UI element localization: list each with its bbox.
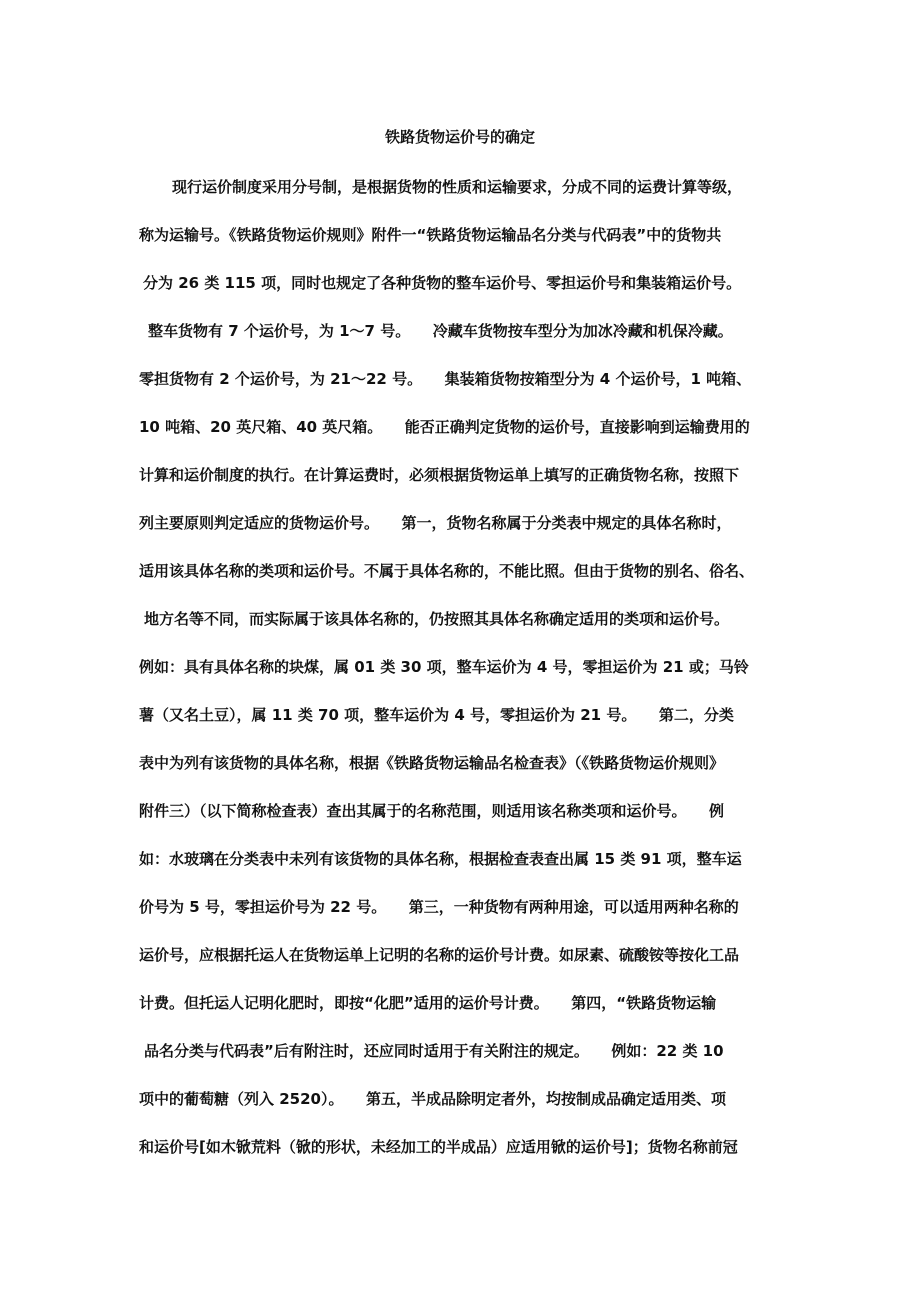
body-line: 称为运输号。《铁路货物运价规则》附件一“铁路货物运输品名分类与代码表”中的货物共 xyxy=(139,226,722,244)
body-line: 例如：具有具体名称的块煤，属 01 类 30 项，整车运价为 4 号，零担运价为 21 或；马铃 xyxy=(139,658,749,676)
body-line: 计费。但托运人记明化肥时，即按“化肥”适用的运价号计费。 第四，“铁路货物运输 xyxy=(139,994,717,1012)
body-line: 附件三）（以下简称检查表）查出其属于的名称范围，则适用该名称类项和运价号。 例 xyxy=(139,802,725,820)
body-line: 表中为列有该货物的具体名称，根据《铁路货物运输品名检查表》（《铁路货物运价规则》 xyxy=(139,754,725,772)
body-line: 和运价号[如木锨荒料（锨的形状，未经加工的半成品）应适用锨的运价号]；货物名称前冠 xyxy=(139,1138,738,1156)
body-line: 地方名等不同，而实际属于该具体名称的，仍按照其具体名称确定适用的类项和运价号。 xyxy=(144,610,730,628)
body-line: 计算和运价制度的执行。在计算运费时，必须根据货物运单上填写的正确货物名称，按照下 xyxy=(139,466,740,484)
document-title: 铁路货物运价号的确定 xyxy=(384,128,535,146)
body-line: 整车货物有 7 个运价号，为 1～7 号。 冷藏车货物按车型分为加冰冷藏和机保冷藏。 xyxy=(148,322,733,340)
body-line: 薯（又名土豆），属 11 类 70 项，整车运价为 4 号，零担运价为 21 号。 第二，分类 xyxy=(139,706,734,724)
body-line: 零担货物有 2 个运价号，为 21～22 号。 集装箱货物按箱型分为 4 个运价号，1 吨箱、 xyxy=(139,370,752,388)
body-line: 品名分类与代码表”后有附注时，还应同时适用于有关附注的规定。 例如：22 类 10 xyxy=(144,1042,724,1060)
body-line: 价号为 5 号，零担运价号为 22 号。 第三，一种货物有两种用途，可以适用两种名称的 xyxy=(139,898,739,916)
body-line: 现行运价制度采用分号制，是根据货物的性质和运输要求，分成不同的运费计算等级， xyxy=(172,178,743,196)
body-line: 分为 26 类 115 项，同时也规定了各种货物的整车运价号、零担运价号和集装箱运价号。 xyxy=(143,274,742,292)
body-line: 如：水玻璃在分类表中未列有该货物的具体名称，根据检查表查出属 15 类 91 项，整车运 xyxy=(139,850,742,868)
body-line: 列主要原则判定适应的货物运价号。 第一，货物名称属于分类表中规定的具体名称时， xyxy=(139,514,732,532)
body-line: 10 吨箱、20 英尺箱、40 英尺箱。 能否正确判定货物的运价号，直接影响到运输费用的 xyxy=(139,418,750,436)
body-line: 运价号，应根据托运人在货物运单上记明的名称的运价号计费。如尿素、硫酸铵等按化工品 xyxy=(139,946,740,964)
body-line: 适用该具体名称的类项和运价号。不属于具体名称的，不能比照。但由于货物的别名、俗名、 xyxy=(139,562,755,580)
body-line: 项中的葡萄糖（列入 2520）。 第五，半成品除明定者外，均按制成品确定适用类、项 xyxy=(139,1090,726,1108)
